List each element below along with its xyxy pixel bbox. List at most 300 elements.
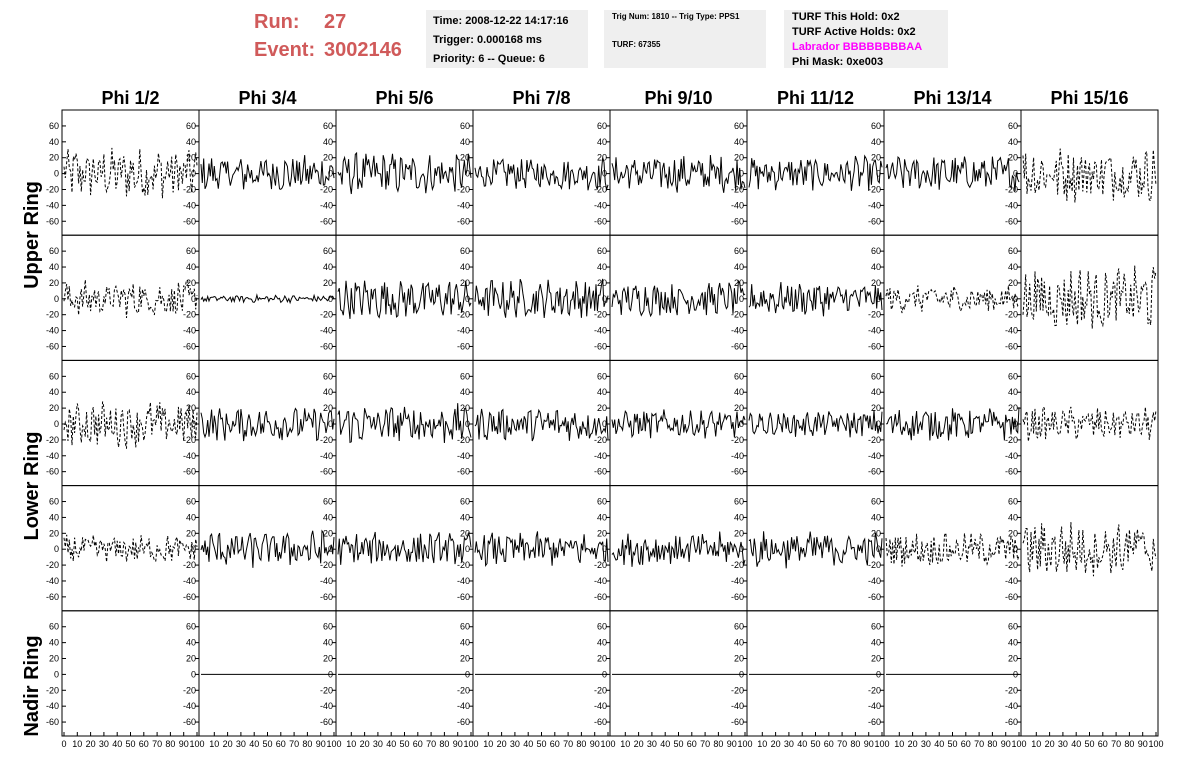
event-value: 3002146 xyxy=(324,39,402,61)
y-tick-label: 40 xyxy=(733,637,744,648)
waveform-trace xyxy=(749,410,882,437)
y-tick-label: -40 xyxy=(45,701,59,712)
y-tick-label: 0 xyxy=(190,669,196,680)
column-title: Phi 11/12 xyxy=(776,88,855,108)
y-tick-label: 40 xyxy=(48,512,59,523)
y-tick-label: -40 xyxy=(182,701,196,712)
y-tick-label: -40 xyxy=(45,450,59,461)
x-tick-label: 40 xyxy=(249,739,260,749)
y-tick-label: 20 xyxy=(459,152,470,163)
y-tick-label: 40 xyxy=(596,262,607,273)
y-tick-label: 0 xyxy=(190,544,196,555)
x-tick-label: 70 xyxy=(974,739,985,749)
y-tick-label: 20 xyxy=(870,152,881,163)
y-tick-label: 20 xyxy=(48,653,59,664)
y-tick-label: 40 xyxy=(1007,512,1018,523)
waveform-trace xyxy=(1023,149,1156,203)
y-tick-label: -40 xyxy=(867,575,881,586)
y-tick-label: 60 xyxy=(48,371,59,382)
y-tick-label: 0 xyxy=(190,419,196,429)
y-tick-label: 20 xyxy=(596,403,607,414)
x-tick-label: 40 xyxy=(1071,739,1082,749)
x-tick-label: 80 xyxy=(850,739,861,749)
y-tick-label: 60 xyxy=(48,496,59,507)
waveform-trace xyxy=(64,535,197,562)
y-tick-label: 20 xyxy=(870,403,881,414)
x-tick-label: 70 xyxy=(700,739,711,749)
y-tick-label: -60 xyxy=(1004,466,1018,477)
y-tick-label: 0 xyxy=(464,293,470,304)
panel-frame xyxy=(62,611,199,736)
y-tick-label: -40 xyxy=(456,575,470,586)
column-title: Phi 13/14 xyxy=(913,88,992,108)
y-tick-label: 20 xyxy=(733,403,744,414)
y-tick-label: -40 xyxy=(867,701,881,712)
y-tick-label: 40 xyxy=(870,512,881,523)
y-tick-label: 0 xyxy=(1012,669,1018,680)
waveform-trace xyxy=(338,153,471,194)
y-tick-label: -40 xyxy=(1004,325,1018,336)
y-tick-label: -60 xyxy=(593,591,607,602)
y-tick-label: 0 xyxy=(875,168,881,179)
y-tick-label: -40 xyxy=(730,701,744,712)
y-tick-label: 20 xyxy=(733,528,744,539)
y-tick-label: 60 xyxy=(322,621,333,632)
waveform-trace xyxy=(612,409,745,438)
x-tick-label: 60 xyxy=(138,739,149,749)
y-tick-label: -40 xyxy=(1004,701,1018,712)
y-tick-label: 20 xyxy=(1007,653,1018,664)
y-tick-label: 0 xyxy=(327,168,333,179)
y-tick-label: -20 xyxy=(730,560,744,571)
x-tick-label: 90 xyxy=(178,739,189,749)
y-tick-label: 0 xyxy=(601,544,607,555)
y-tick-label: -60 xyxy=(867,591,881,602)
x-tick-label: 50 xyxy=(262,739,273,749)
y-tick-label: -40 xyxy=(867,325,881,336)
panel-frame xyxy=(62,360,199,485)
y-tick-label: 40 xyxy=(870,262,881,273)
y-tick-label: -40 xyxy=(182,575,196,586)
y-tick-label: 40 xyxy=(48,136,59,147)
y-tick-label: -20 xyxy=(45,309,59,320)
y-tick-label: -20 xyxy=(867,434,881,445)
y-tick-label: -60 xyxy=(45,466,59,477)
y-tick-label: 60 xyxy=(870,120,881,131)
y-tick-label: -60 xyxy=(319,216,333,227)
panel-frame xyxy=(62,235,199,360)
waveform-trace xyxy=(886,533,1019,567)
y-tick-label: 60 xyxy=(322,120,333,131)
waveform-trace xyxy=(612,281,745,316)
y-tick-label: -60 xyxy=(182,341,196,352)
y-tick-label: 20 xyxy=(322,277,333,288)
x-tick-label: 10 xyxy=(483,739,494,749)
y-tick-label: -20 xyxy=(867,309,881,320)
trig-text: Trig Num: 1810 -- Trig Type: PPS1 xyxy=(612,12,740,21)
y-tick-label: -20 xyxy=(1004,560,1018,571)
y-tick-label: 40 xyxy=(733,387,744,398)
y-tick-label: 40 xyxy=(185,136,196,147)
waveform-trace xyxy=(338,403,471,443)
y-tick-label: -60 xyxy=(1004,341,1018,352)
y-tick-label: 20 xyxy=(459,528,470,539)
y-tick-label: -40 xyxy=(319,325,333,336)
y-tick-label: 0 xyxy=(327,419,333,429)
y-tick-label: -20 xyxy=(593,560,607,571)
y-tick-label: -20 xyxy=(456,560,470,571)
y-tick-label: -60 xyxy=(456,591,470,602)
y-tick-label: 60 xyxy=(733,371,744,382)
y-tick-label: 40 xyxy=(459,262,470,273)
y-tick-label: 60 xyxy=(48,246,59,257)
x-tick-label: 100 xyxy=(326,739,342,749)
y-tick-label: 40 xyxy=(1007,262,1018,273)
x-tick-label: 40 xyxy=(660,739,671,749)
y-tick-label: 0 xyxy=(464,168,470,179)
y-tick-label: -40 xyxy=(456,325,470,336)
waveform-trace xyxy=(612,152,745,193)
panel-frame xyxy=(336,611,473,736)
y-tick-label: -40 xyxy=(456,450,470,461)
y-tick-label: 20 xyxy=(185,653,196,664)
y-tick-label: 20 xyxy=(185,403,196,414)
event-label: Event: xyxy=(254,39,316,61)
y-tick-label: 60 xyxy=(870,496,881,507)
waveform-trace xyxy=(1023,522,1156,576)
x-tick-label: 60 xyxy=(1097,739,1108,749)
y-tick-label: 60 xyxy=(1007,621,1018,632)
x-tick-label: 50 xyxy=(673,739,684,749)
x-tick-label: 90 xyxy=(863,739,874,749)
x-tick-label: 30 xyxy=(509,739,520,749)
y-tick-label: 60 xyxy=(459,371,470,382)
y-tick-label: -20 xyxy=(456,434,470,445)
waveform-trace xyxy=(749,156,882,191)
y-tick-label: -40 xyxy=(730,450,744,461)
waveform-trace xyxy=(201,408,334,441)
y-tick-label: 60 xyxy=(596,621,607,632)
y-tick-label: 40 xyxy=(185,512,196,523)
y-tick-label: -40 xyxy=(319,701,333,712)
y-tick-label: 40 xyxy=(48,637,59,648)
y-tick-label: 20 xyxy=(459,277,470,288)
labrador-text: Labrador BBBBBBBBAA xyxy=(792,41,923,53)
y-tick-label: 0 xyxy=(53,669,59,680)
y-tick-label: 0 xyxy=(53,419,59,429)
x-tick-label: 60 xyxy=(686,739,697,749)
y-tick-label: 20 xyxy=(185,277,196,288)
y-tick-label: 20 xyxy=(48,152,59,163)
waveform-trace xyxy=(338,281,471,319)
y-tick-label: -60 xyxy=(45,341,59,352)
y-tick-label: -20 xyxy=(182,184,196,195)
y-tick-label: 40 xyxy=(870,637,881,648)
y-tick-label: 0 xyxy=(53,168,59,179)
y-tick-label: -40 xyxy=(456,200,470,211)
x-tick-label: 70 xyxy=(152,739,163,749)
waveform-trace xyxy=(612,532,745,567)
y-tick-label: -20 xyxy=(319,184,333,195)
y-tick-label: -20 xyxy=(593,309,607,320)
waveform-trace xyxy=(886,157,1019,195)
phi-mask-text: Phi Mask: 0xe003 xyxy=(792,56,884,68)
y-tick-label: 40 xyxy=(1007,136,1018,147)
y-tick-label: -20 xyxy=(867,184,881,195)
x-tick-label: 60 xyxy=(275,739,286,749)
x-tick-label: 90 xyxy=(726,739,737,749)
y-tick-label: 40 xyxy=(596,512,607,523)
y-tick-label: 0 xyxy=(738,544,744,555)
x-tick-label: 50 xyxy=(536,739,547,749)
column-title: Phi 5/6 xyxy=(375,88,434,108)
y-tick-label: 0 xyxy=(190,168,196,179)
x-tick-label: 50 xyxy=(399,739,410,749)
x-tick-label: 50 xyxy=(1084,739,1095,749)
y-tick-label: 40 xyxy=(322,637,333,648)
y-tick-label: -20 xyxy=(730,685,744,696)
y-tick-label: -20 xyxy=(593,184,607,195)
y-tick-label: 40 xyxy=(459,136,470,147)
y-tick-label: 0 xyxy=(738,168,744,179)
y-tick-label: 20 xyxy=(596,653,607,664)
y-tick-label: -60 xyxy=(593,717,607,728)
y-tick-label: -40 xyxy=(593,325,607,336)
panel-frame xyxy=(747,360,884,485)
y-tick-label: 60 xyxy=(185,246,196,257)
y-tick-label: -60 xyxy=(867,216,881,227)
x-tick-label: 50 xyxy=(947,739,958,749)
y-tick-label: -40 xyxy=(182,200,196,211)
y-tick-label: -60 xyxy=(730,216,744,227)
y-tick-label: -40 xyxy=(593,701,607,712)
y-tick-label: 40 xyxy=(596,136,607,147)
y-tick-label: -60 xyxy=(730,466,744,477)
y-tick-label: 60 xyxy=(185,371,196,382)
waveform-trace xyxy=(475,409,608,441)
y-tick-label: -20 xyxy=(1004,685,1018,696)
y-tick-label: -20 xyxy=(730,309,744,320)
x-tick-label: 90 xyxy=(1137,739,1148,749)
y-tick-label: -20 xyxy=(456,685,470,696)
y-tick-label: -60 xyxy=(730,717,744,728)
y-tick-label: -60 xyxy=(867,341,881,352)
y-tick-label: -20 xyxy=(319,685,333,696)
x-tick-label: 20 xyxy=(359,739,370,749)
y-tick-label: -40 xyxy=(867,450,881,461)
y-tick-label: 0 xyxy=(1012,168,1018,179)
x-tick-label: 30 xyxy=(372,739,383,749)
y-tick-label: 60 xyxy=(596,371,607,382)
y-tick-label: 0 xyxy=(1012,293,1018,304)
y-tick-label: -60 xyxy=(182,717,196,728)
x-tick-label: 30 xyxy=(646,739,657,749)
y-tick-label: -20 xyxy=(182,434,196,445)
y-tick-label: -40 xyxy=(593,575,607,586)
y-tick-label: 0 xyxy=(53,544,59,555)
y-tick-label: 60 xyxy=(733,621,744,632)
waveform-trace xyxy=(201,531,334,571)
x-tick-label: 60 xyxy=(823,739,834,749)
y-tick-label: 60 xyxy=(733,246,744,257)
y-tick-label: 20 xyxy=(733,653,744,664)
y-tick-label: 0 xyxy=(464,669,470,680)
x-tick-label: 10 xyxy=(1031,739,1042,749)
y-tick-label: -60 xyxy=(45,717,59,728)
panel-frame xyxy=(1021,611,1158,736)
panel-frame xyxy=(884,360,1021,485)
column-title: Phi 15/16 xyxy=(1050,88,1129,108)
x-tick-label: 40 xyxy=(934,739,945,749)
y-tick-label: 40 xyxy=(733,512,744,523)
y-tick-label: -20 xyxy=(319,309,333,320)
y-tick-label: -40 xyxy=(319,450,333,461)
x-tick-label: 10 xyxy=(620,739,631,749)
y-tick-label: 40 xyxy=(459,512,470,523)
y-tick-label: 20 xyxy=(1007,152,1018,163)
y-tick-label: -40 xyxy=(593,200,607,211)
y-tick-label: 20 xyxy=(48,528,59,539)
y-tick-label: 40 xyxy=(870,387,881,398)
y-tick-label: 20 xyxy=(870,528,881,539)
priority-text: Priority: 6 -- Queue: 6 xyxy=(433,53,545,65)
run-label: Run: xyxy=(254,11,300,33)
y-tick-label: 60 xyxy=(459,246,470,257)
panel-frame xyxy=(1021,486,1158,611)
y-tick-label: 20 xyxy=(596,277,607,288)
x-tick-label: 20 xyxy=(496,739,507,749)
y-tick-label: 60 xyxy=(185,496,196,507)
y-tick-label: 0 xyxy=(875,293,881,304)
y-tick-label: 20 xyxy=(870,653,881,664)
y-tick-label: -20 xyxy=(182,685,196,696)
y-tick-label: -20 xyxy=(593,434,607,445)
waveform-trace xyxy=(749,531,882,571)
y-tick-label: 40 xyxy=(48,262,59,273)
waveform-trace xyxy=(886,285,1019,313)
y-tick-label: 20 xyxy=(48,277,59,288)
y-tick-label: -20 xyxy=(182,560,196,571)
y-tick-label: 40 xyxy=(322,387,333,398)
y-tick-label: 0 xyxy=(190,293,196,304)
x-tick-label: 60 xyxy=(412,739,423,749)
x-tick-label: 60 xyxy=(549,739,560,749)
y-tick-label: 20 xyxy=(733,152,744,163)
waveform-trace xyxy=(338,532,471,565)
y-tick-label: 0 xyxy=(875,419,881,429)
x-tick-label: 0 xyxy=(61,739,67,749)
y-tick-label: 0 xyxy=(601,168,607,179)
y-tick-label: 0 xyxy=(327,544,333,555)
waveform-trace xyxy=(475,279,608,318)
y-tick-label: 60 xyxy=(322,246,333,257)
y-tick-label: 60 xyxy=(322,496,333,507)
y-tick-label: -20 xyxy=(730,434,744,445)
waveform-trace xyxy=(64,402,197,449)
x-tick-label: 100 xyxy=(189,739,205,749)
y-tick-label: 0 xyxy=(738,419,744,429)
y-tick-label: 0 xyxy=(601,669,607,680)
y-tick-label: 40 xyxy=(1007,387,1018,398)
y-tick-label: -60 xyxy=(593,341,607,352)
y-tick-label: 40 xyxy=(596,387,607,398)
waveform-trace xyxy=(886,407,1019,440)
panel-frame xyxy=(1021,360,1158,485)
y-tick-label: -20 xyxy=(593,685,607,696)
y-tick-label: -20 xyxy=(1004,184,1018,195)
y-tick-label: 60 xyxy=(1007,120,1018,131)
y-tick-label: -60 xyxy=(593,216,607,227)
x-tick-label: 30 xyxy=(920,739,931,749)
x-tick-label: 100 xyxy=(874,739,890,749)
waveform-trace xyxy=(64,277,197,318)
y-tick-label: -60 xyxy=(319,341,333,352)
y-tick-label: 60 xyxy=(596,120,607,131)
y-tick-label: -60 xyxy=(45,591,59,602)
y-tick-label: 20 xyxy=(596,528,607,539)
y-tick-label: 60 xyxy=(870,621,881,632)
y-tick-label: -20 xyxy=(730,184,744,195)
x-tick-label: 10 xyxy=(346,739,357,749)
y-tick-label: 0 xyxy=(875,544,881,555)
panel-frame xyxy=(884,486,1021,611)
y-tick-label: 0 xyxy=(738,293,744,304)
y-tick-label: -20 xyxy=(456,309,470,320)
turf-text: TURF: 67355 xyxy=(612,40,661,49)
y-tick-label: -40 xyxy=(593,450,607,461)
panel-frame xyxy=(336,360,473,485)
y-tick-label: 20 xyxy=(185,152,196,163)
x-tick-label: 10 xyxy=(894,739,905,749)
x-tick-label: 50 xyxy=(810,739,821,749)
x-tick-label: 100 xyxy=(1011,739,1027,749)
this-hold-text: TURF This Hold: 0x2 xyxy=(792,11,900,23)
y-tick-label: -40 xyxy=(456,701,470,712)
y-tick-label: 20 xyxy=(596,152,607,163)
x-tick-label: 70 xyxy=(837,739,848,749)
x-tick-label: 90 xyxy=(315,739,326,749)
y-tick-label: -60 xyxy=(456,717,470,728)
y-tick-label: -40 xyxy=(867,200,881,211)
y-tick-label: -40 xyxy=(730,575,744,586)
y-tick-label: -20 xyxy=(867,685,881,696)
y-tick-label: 20 xyxy=(1007,528,1018,539)
y-tick-label: 20 xyxy=(1007,403,1018,414)
y-tick-label: 0 xyxy=(601,293,607,304)
waveform-trace xyxy=(475,158,608,191)
y-tick-label: -60 xyxy=(730,591,744,602)
y-tick-label: -20 xyxy=(45,184,59,195)
y-tick-label: 20 xyxy=(322,528,333,539)
x-tick-label: 20 xyxy=(222,739,233,749)
y-tick-label: 20 xyxy=(185,528,196,539)
x-tick-label: 40 xyxy=(386,739,397,749)
y-tick-label: 0 xyxy=(53,293,59,304)
x-tick-label: 50 xyxy=(125,739,136,749)
y-tick-label: 40 xyxy=(733,136,744,147)
x-tick-label: 40 xyxy=(112,739,123,749)
panel-frame xyxy=(473,611,610,736)
y-tick-label: -40 xyxy=(182,325,196,336)
y-tick-label: 0 xyxy=(464,419,470,429)
waveform-trace xyxy=(1023,407,1156,442)
y-tick-label: 20 xyxy=(1007,277,1018,288)
column-title: Phi 7/8 xyxy=(512,88,571,108)
y-tick-label: 20 xyxy=(48,403,59,414)
x-tick-label: 30 xyxy=(1057,739,1068,749)
x-tick-label: 100 xyxy=(600,739,616,749)
y-tick-label: -60 xyxy=(319,466,333,477)
